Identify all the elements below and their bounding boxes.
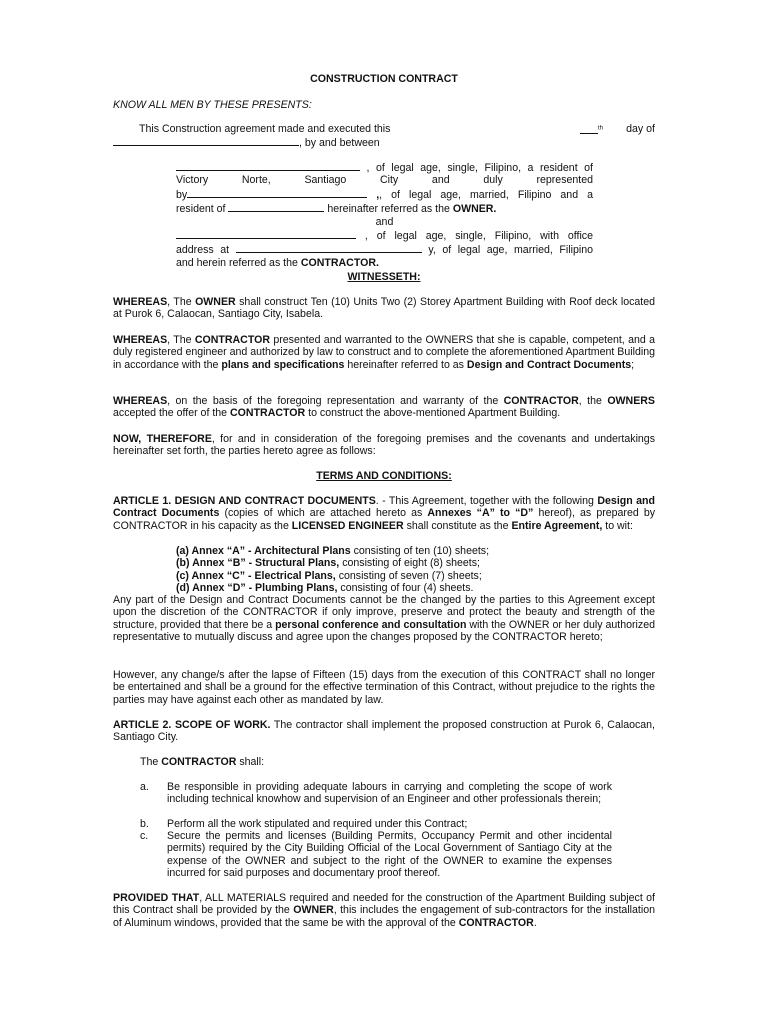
by-and-between: , by and between — [299, 137, 380, 149]
witnesseth-heading: WITNESSETH: — [347, 271, 421, 283]
owner-desc-5: resident of — [176, 203, 226, 216]
list-marker: b. — [140, 818, 149, 830]
list-item — [140, 830, 612, 880]
day-blank — [580, 123, 598, 134]
day-of-text: day of — [626, 123, 655, 135]
owner-label: OWNER. — [452, 203, 497, 216]
annex-item: (a) Annex “A” - Architectural Plans consisting of ten (10) sheets; — [176, 545, 490, 557]
list-marker: a. — [140, 781, 149, 793]
list-item — [140, 818, 612, 830]
provided-that-paragraph: PROVIDED THAT, ALL MATERIALS required and needed for the construction of the Apartment Building subject of this Contract shall be provided by the OWNER, this includes the engagement of sub-contractors for the installation of Aluminum windows, provided that the same be with the approval of the CONTRACTOR. — [113, 892, 656, 929]
list-text: Perform all the work stipulated and required under this Contract; — [167, 818, 468, 830]
office-address-blank — [236, 242, 422, 253]
annex-item: (d) Annex “D” - Plumbing Plans, consisting of four (4) sheets. — [176, 582, 474, 594]
whereas-3: WHEREAS, on the basis of the foregoing representation and warranty of the CONTRACTOR, the OWNERS accepted the offer of the CONTRACTOR to construct the above-mentioned Apartment Building. — [113, 395, 655, 420]
opening-text: This Construction agreement made and executed this — [139, 123, 391, 135]
owner-desc-6: hereinafter referred as the — [327, 203, 450, 216]
contractor-desc-4: and herein referred as the — [176, 256, 298, 269]
article-1-lapse-paragraph: However, any change/s after the lapse of Fifteen (15) days from the execution of this CONTRACT shall no longer be entertained and shall be a ground for the effective termination of this Contract, without prejudice to the rights the parties may have against each other as mandated by law. — [113, 669, 655, 706]
whereas-1: WHEREAS, The OWNER shall construct Ten (10) Units Two (2) Storey Apartment Building with Roof deck located at Purok 6, Calaocan, Santiago City, Isabela. — [113, 296, 656, 321]
owner-desc-4: , of legal age, married, Filipino and a — [379, 188, 593, 201]
list-item — [140, 781, 612, 806]
owner-desc-1: , of legal age, single, Filipino, a resident of — [366, 162, 593, 174]
contractor-desc-3: y, of legal age, married, Filipino — [428, 244, 593, 257]
terms-heading: TERMS AND CONDITIONS: — [316, 470, 452, 482]
list-text: Be responsible in providing adequate labours in carrying and completing the scope of work including technical knowhow and supervision of an Engineer and other professionals therein; — [167, 781, 612, 806]
contractor-shall-line: The CONTRACTOR shall: — [140, 756, 265, 768]
annex-item: (c) Annex “C” - Electrical Plans, consisting of seven (7) sheets; — [176, 570, 482, 582]
contractor-name-blank — [176, 228, 356, 239]
contractor-label: CONTRACTOR. — [300, 256, 379, 269]
parties-block: , of legal age, single, Filipino, a resident of Victory Norte, Santiago City and duly represented by ,, of legal age, married, Filipino and a resident of hereinafter referred as the OWNER. and , of legal age, single, Filipino, with office address at y, of legal age, married, Filipino and herein referred as the CONTRACTOR. — [176, 162, 593, 269]
ordinal-suffix: th — [597, 125, 603, 132]
whereas-2: WHEREAS, The CONTRACTOR presented and warranted to the OWNERS that she is capable, competent, and a duly registered engineer and authorized by law to construct and to complete the aforementioned Apartment Building in accordance with the plans and specifications hereinafter referred to as Design and Contract Documents; — [113, 334, 655, 371]
document-title: CONSTRUCTION CONTRACT — [310, 73, 458, 85]
intro-line: KNOW ALL MEN BY THESE PRESENTS: — [113, 99, 312, 111]
residence-blank — [228, 201, 324, 212]
owner-desc-3: by — [176, 188, 188, 201]
opening-paragraph — [113, 123, 655, 149]
contractor-desc-1: , of legal age, single, Filipino, with office — [364, 230, 593, 243]
list-marker: c. — [140, 830, 149, 842]
article-1-paragraph: ARTICLE 1. DESIGN AND CONTRACT DOCUMENTS. - This Agreement, together with the following Design and Contract Documents (copies of which are attached hereto as Annexes “A” to “D” hereof), as prepared by CONTRACTOR in his capacity as the LICENSED ENGINEER shall constitute as the Entire Agreement, to wit: — [113, 495, 656, 532]
representative-blank — [187, 187, 367, 198]
owner-desc-2: Victory Norte, Santiago City and duly represented — [176, 174, 593, 187]
now-therefore-paragraph: NOW, THEREFORE, for and in consideration of the foregoing premises and the covenants and undertakings hereinafter set forth, the parties hereto agree as follows: — [113, 433, 655, 458]
and-text: and — [375, 215, 394, 228]
list-text: Secure the permits and licenses (Building Permits, Occupancy Permit and other incidental permits) required by the City Building Official of the Local Government of Santiago City at the expense of the OWNER and subject to the right of the OWNER to examine the expenses incurred for said purposes and documentary proof thereof. — [167, 830, 612, 880]
article-2-paragraph: ARTICLE 2. SCOPE OF WORK. The contractor shall implement the proposed construction at Purok 6, Calaocan, Santiago City. — [113, 719, 656, 744]
contractor-desc-2: address at — [176, 244, 230, 257]
annex-item: (b) Annex “B” - Structural Plans, consisting of eight (8) sheets; — [176, 557, 480, 569]
owner-name-blank — [176, 160, 360, 171]
article-1-changes-paragraph: Any part of the Design and Contract Documents cannot be the changed by the parties to this Agreement except upon the discretion of the CONTRACTOR if only improve, preserve and protect the beauty and strength of the structure, provided that there be a personal conference and consultation with the OWNER or her duly authorized representative to mutually discuss and agree upon the changes proposed by the CONTRACTOR hereto; — [113, 594, 655, 644]
